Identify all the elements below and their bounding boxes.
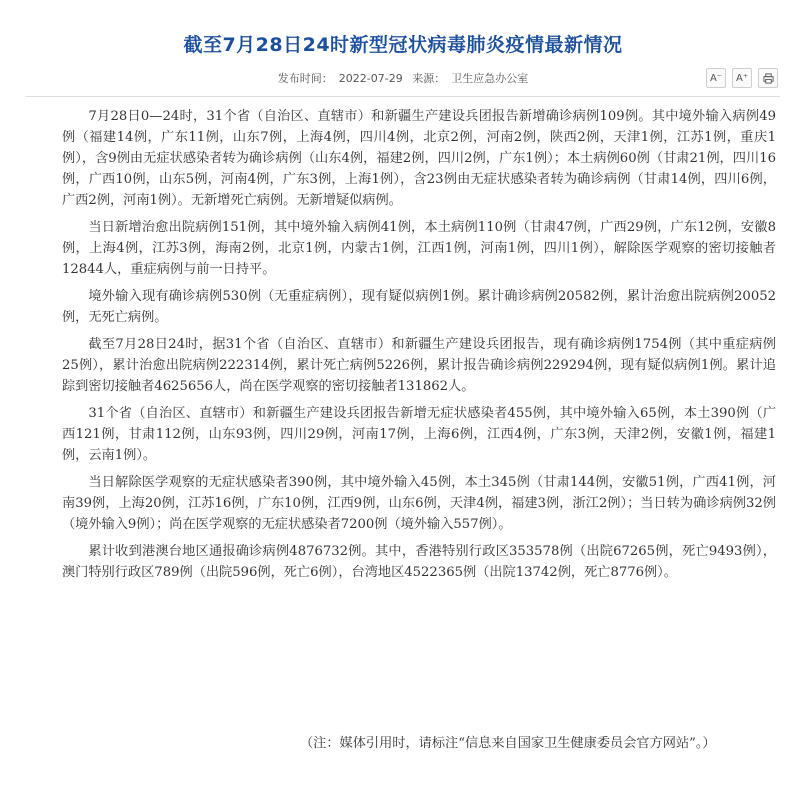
article-body bbox=[62, 106, 776, 589]
publish-label: 发布时间： bbox=[277, 72, 333, 85]
font-decrease-button[interactable]: A⁻ bbox=[706, 68, 726, 88]
paragraph: 截至7月28日24时，据31个省（自治区、直辖市）和新疆生产建设兵团报告，现有确诊病例1754例（其中重症病例25例），累计治愈出院病例222314例，累计死亡病例5226例，累计报告确诊病例229294例，现有疑似病例1例。累计追踪到密切接触者4625656人，尚在医学观察的密切接触者131862人。 bbox=[62, 337, 776, 394]
paragraph: 累计收到港澳台地区通报确诊病例4876732例。其中，香港特别行政区353578例（出院67265例，死亡9493例），澳门特别行政区789例（出院596例，死亡6例），台湾地区4522365例（出院13742例，死亡8776例）。 bbox=[62, 544, 776, 580]
article-title: 截至7月28日24时新型冠状病毒肺炎疫情最新情况 bbox=[183, 34, 623, 56]
printer-icon bbox=[763, 73, 774, 84]
article-meta bbox=[0, 70, 806, 86]
paragraph: 当日解除医学观察的无症状感染者390例，其中境外输入45例，本土345例（甘肃144例，安徽51例，广西41例，河南39例，上海20例，江苏16例，广东10例，江西9例，山东6例，天津4例，福建3例，浙江2例）；当日转为确诊病例32例（境外输入9例）；尚在医学观察的无症状感染者7200例（境外输入557例）。 bbox=[62, 475, 776, 532]
paragraph: 31个省（自治区、直辖市）和新疆生产建设兵团报告新增无症状感染者455例，其中境外输入65例，本土390例（广西121例，甘肃112例，山东93例，四川29例，河南17例，上海6例，江西4例，广东3例，天津2例，安徽1例，福建1例，云南1例）。 bbox=[62, 406, 776, 463]
publish-date: 2022-07-29 bbox=[338, 72, 403, 85]
source-name: 卫生应急办公室 bbox=[451, 72, 529, 85]
print-button[interactable] bbox=[758, 68, 778, 88]
paragraph: 当日新增治愈出院病例151例，其中境外输入病例41例，本土病例110例（甘肃47例，广西29例，广东12例，安徽8例，上海4例，江苏3例，海南2例，北京1例，内蒙古1例，江西1例，河南1例，四川1例），解除医学观察的密切接触者12844人，重症病例与前一日持平。 bbox=[62, 220, 776, 277]
article-tools bbox=[706, 68, 778, 88]
paragraph: 境外输入现有确诊病例530例（无重症病例），现有疑似病例1例。累计确诊病例20582例，累计治愈出院病例20052例，无死亡病例。 bbox=[62, 289, 776, 325]
media-note: （注：媒体引用时，请标注“信息来自国家卫生健康委员会官方网站”。） bbox=[300, 736, 716, 751]
paragraph: 7月28日0—24时，31个省（自治区、直辖市）和新疆生产建设兵团报告新增确诊病例109例。其中境外输入病例49例（福建14例，广东11例，山东7例，上海4例，四川4例，北京2例，河南2例，陕西2例，天津1例，江苏1例，重庆1例），含9例由无症状感染者转为确诊病例（山东4例，福建2例，四川2例，广东1例）；本土病例60例（甘肃21例，四川16例，广西10例，山东5例，河南4例，广东3例，上海1例），含23例由无症状感染者转为确诊病例（甘肃14例，四川6例，广西2例，河南1例）。无新增死亡病例。无新增疑似病例。 bbox=[62, 109, 776, 208]
font-increase-button[interactable]: A⁺ bbox=[732, 68, 752, 88]
header-divider bbox=[26, 96, 780, 97]
source-label: 来源： bbox=[412, 72, 446, 85]
